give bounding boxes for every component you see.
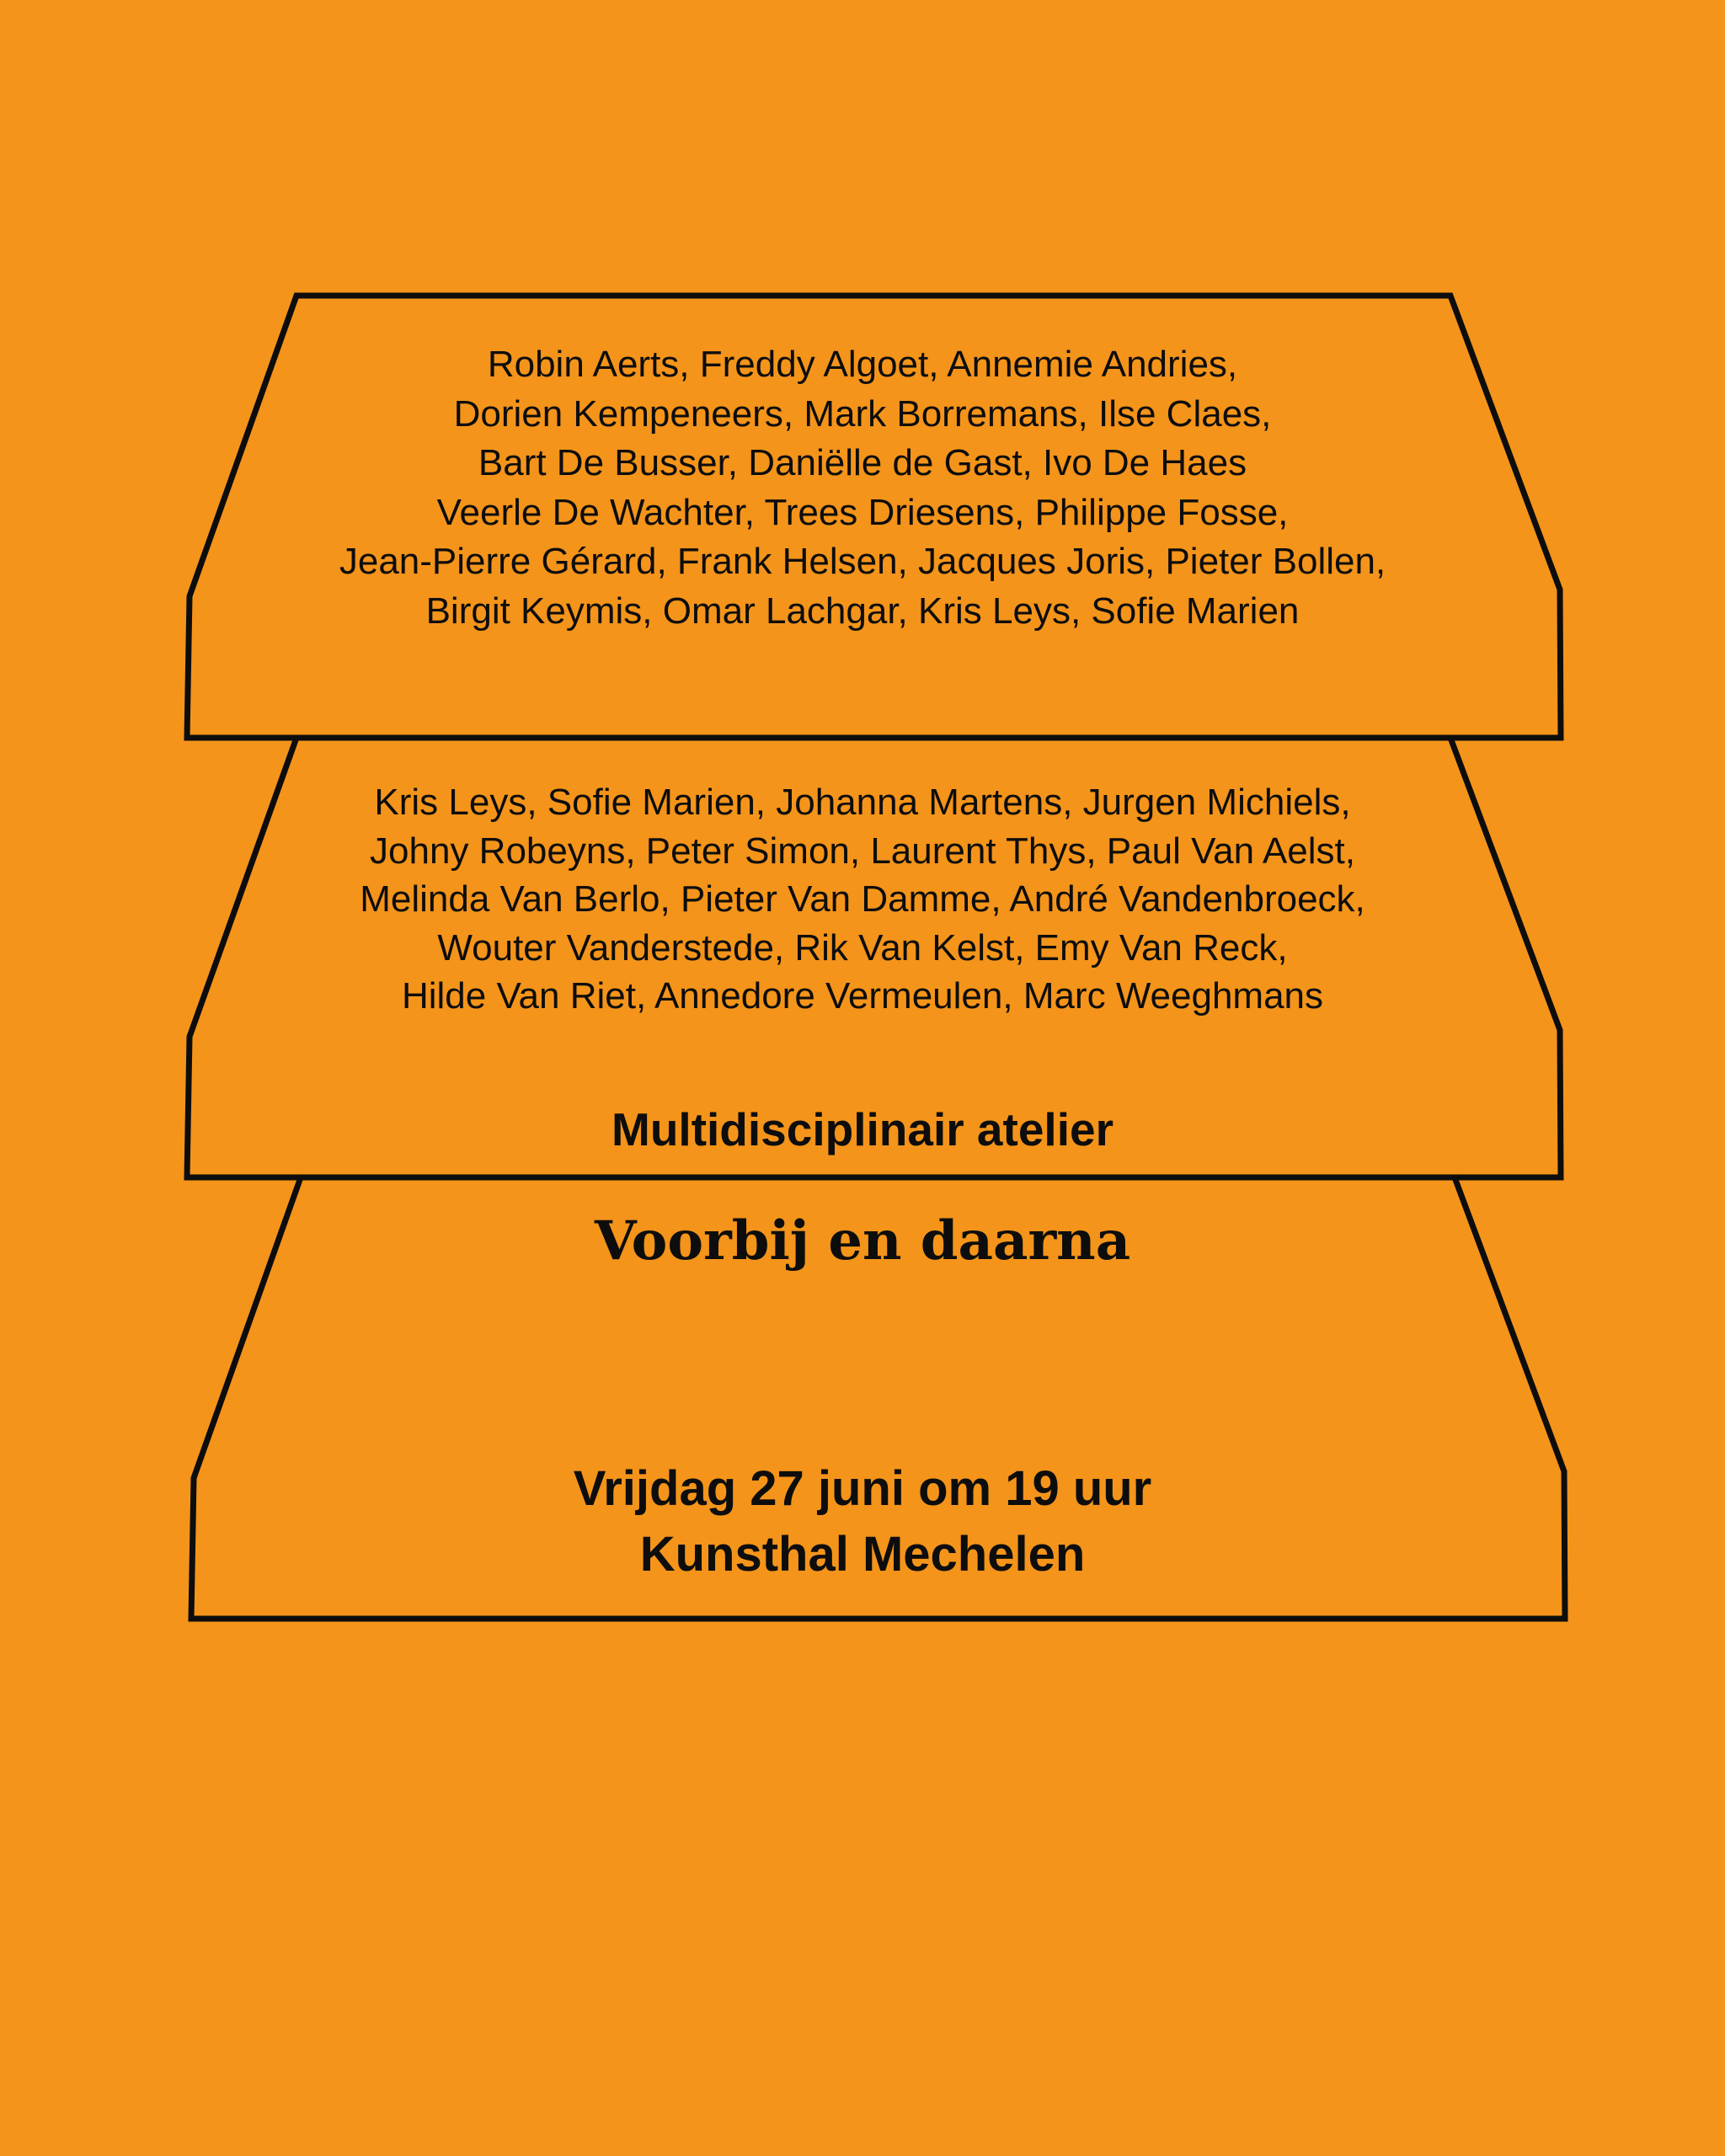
event-date: Vrijdag 27 juni om 19 uur <box>573 1461 1152 1516</box>
participants-list-1 <box>189 340 1536 636</box>
name-line: Kris Leys, Sofie Marien, Johanna Martens, Jurgen Michiels, <box>374 782 1351 823</box>
name-line: Melinda Van Berlo, Pieter Van Damme, André Vandenbroeck, <box>360 878 1365 920</box>
atelier-label: Multidisciplinair atelier <box>611 1103 1114 1155</box>
participants-list-2 <box>189 778 1536 1021</box>
name-line: Birgit Keymis, Omar Lachgar, Kris Leys, Sofie Marien <box>425 590 1300 632</box>
name-line: Veerle De Wachter, Trees Driesens, Philippe Fosse, <box>436 491 1289 533</box>
name-line: Bart De Busser, Daniëlle de Gast, Ivo De Haes <box>478 442 1247 483</box>
name-line: Jean-Pierre Gérard, Frank Helsen, Jacques Joris, Pieter Bollen, <box>339 541 1386 582</box>
exhibition-title: Voorbij en daarna <box>594 1209 1131 1273</box>
event-venue: Kunsthal Mechelen <box>639 1527 1086 1582</box>
name-line: Wouter Vanderstede, Rik Van Kelst, Emy Van Reck, <box>437 926 1288 969</box>
name-line: Hilde Van Riet, Annedore Vermeulen, Marc Weeghmans <box>401 975 1324 1017</box>
name-line: Johny Robeyns, Peter Simon, Laurent Thys, Paul Van Aelst, <box>370 830 1355 872</box>
name-line: Robin Aerts, Freddy Algoet, Annemie Andries, <box>487 344 1238 385</box>
name-line: Dorien Kempeneers, Mark Borremans, Ilse Claes, <box>453 392 1272 435</box>
